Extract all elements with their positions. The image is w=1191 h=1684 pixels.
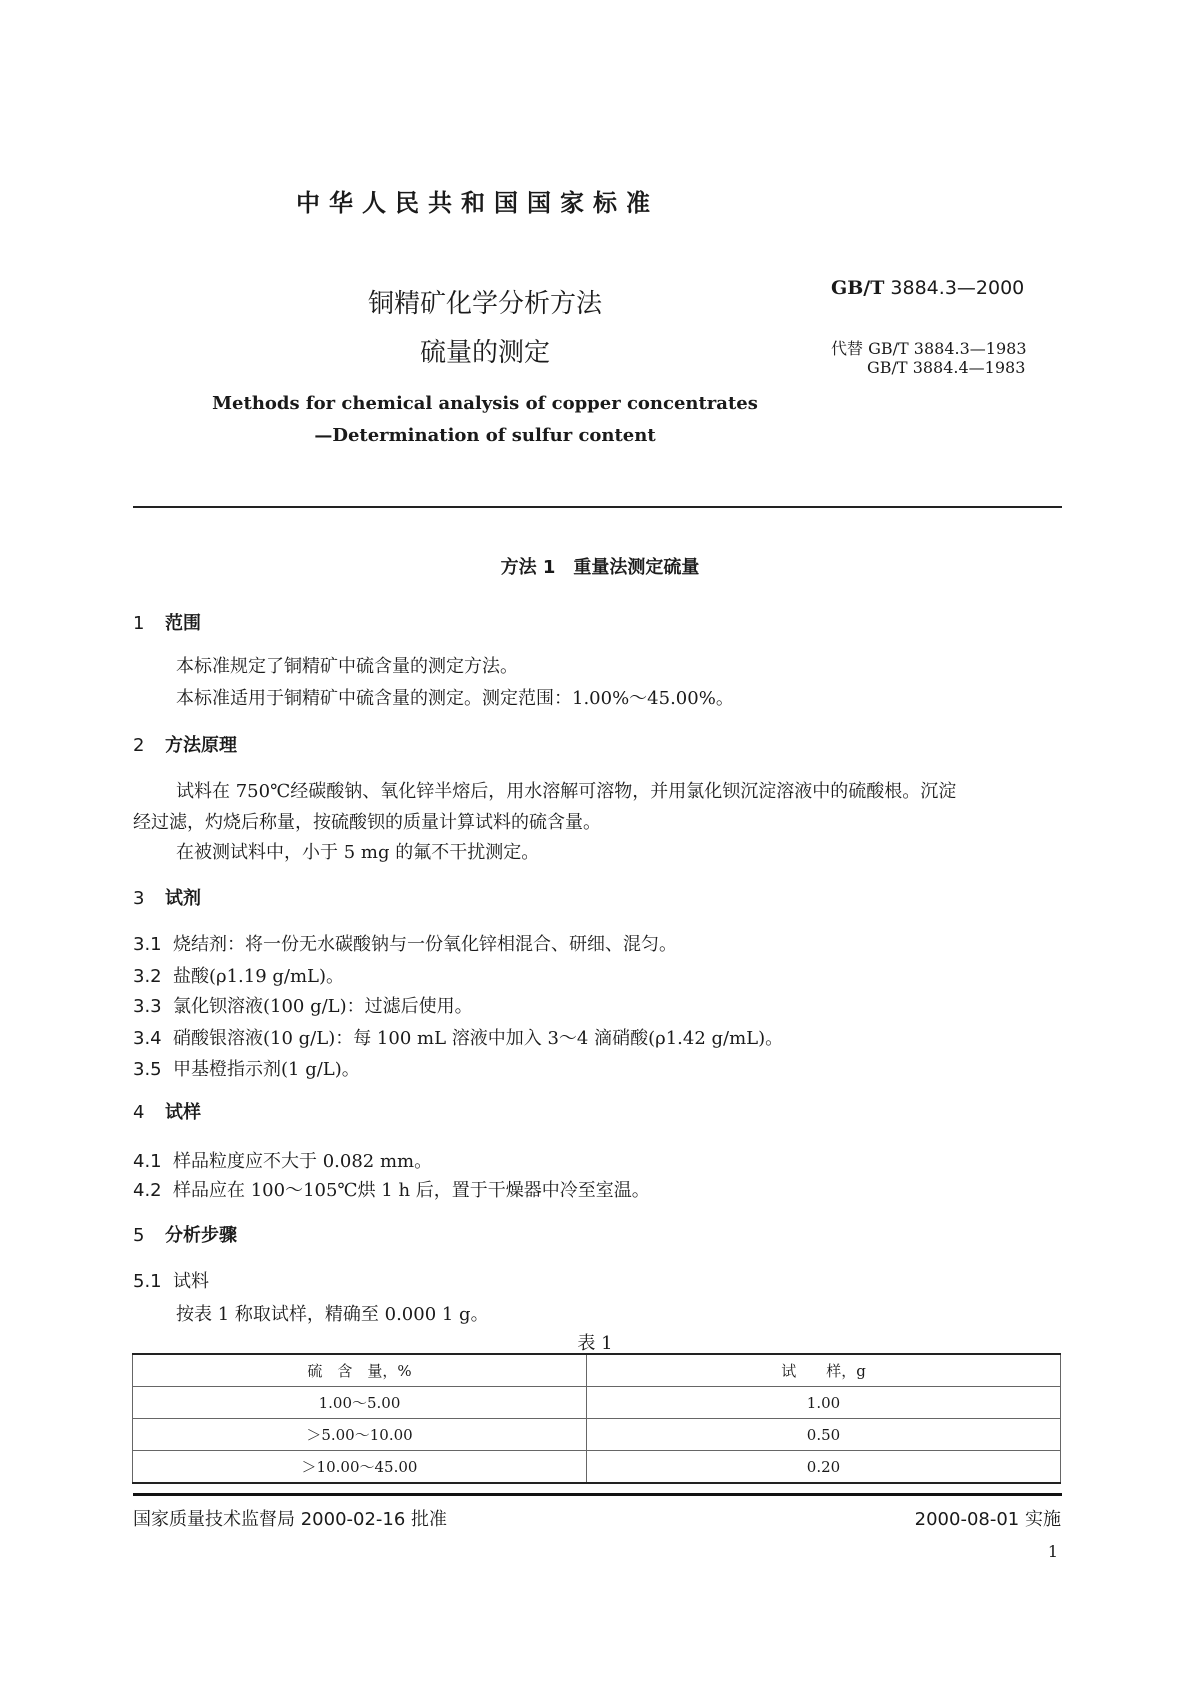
replaces-block xyxy=(831,339,1027,377)
table-row xyxy=(133,1451,1061,1484)
title-en-line2: —Determination of sulfur content xyxy=(314,425,656,446)
table-row xyxy=(133,1387,1061,1419)
replaces-item: GB/T 3884.4—1983 xyxy=(867,358,1026,377)
section-2-p1-line1: 试料在 750℃经碳酸钠、氧化锌半熔后，用水溶解可溶物，并用氯化钡沉淀溶液中的硫酸根。沉淀 xyxy=(176,781,957,802)
table-header-row xyxy=(133,1354,1061,1387)
reagent-item: 3.4 硝酸银溶液(10 g/L)：每 100 mL 溶液中加入 3～4 滴硝酸(ρ1.42 g/mL)。 xyxy=(133,1028,784,1049)
sample-mass-table xyxy=(132,1353,1061,1484)
replaces-label: 代替 xyxy=(831,339,864,358)
reagent-item: 3.2 盐酸(ρ1.19 g/mL)。 xyxy=(133,966,345,987)
table-cell: 0.50 xyxy=(587,1419,1061,1451)
sample-item: 4.1 样品粒度应不大于 0.082 mm。 xyxy=(133,1151,433,1172)
title-cn-line2: 硫量的测定 xyxy=(419,338,550,368)
reagent-item: 3.5 甲基橙指示剂(1 g/L)。 xyxy=(133,1059,360,1080)
table-header-cell: 硫 含 量，% xyxy=(133,1354,587,1387)
standard-code: 3884.3—2000 xyxy=(890,277,1025,299)
section-2-p2: 在被测试料中，小于 5 mg 的氟不干扰测定。 xyxy=(176,842,540,863)
approval-text: 国家质量技术监督局 2000-02-16 批准 xyxy=(133,1509,448,1530)
method-title: 方法 1 重量法测定硫量 xyxy=(500,557,700,578)
header-rule xyxy=(133,506,1062,508)
footer-rule xyxy=(133,1493,1062,1496)
section-1-p1: 本标准规定了铜精矿中硫含量的测定方法。 xyxy=(176,656,518,677)
table-row xyxy=(133,1419,1061,1451)
table-caption: 表 1 xyxy=(577,1333,613,1354)
reagent-item: 3.3 氯化钡溶液(100 g/L)：过滤后使用。 xyxy=(133,996,473,1017)
section-2-heading: 2 方法原理 xyxy=(133,735,237,756)
section-3-heading: 3 试剂 xyxy=(133,888,201,909)
standard-prefix: GB/T xyxy=(831,277,885,299)
title-cn-line1: 铜精矿化学分析方法 xyxy=(367,289,602,319)
section-5-1-heading: 5.1 试料 xyxy=(133,1271,209,1292)
replaces-item: GB/T 3884.3—1983 xyxy=(868,339,1027,358)
page-number: 1 xyxy=(1047,1542,1058,1561)
table-cell: 1.00 xyxy=(587,1387,1061,1419)
table-cell: ＞5.00～10.00 xyxy=(133,1419,587,1451)
reagent-item: 3.1 烧结剂：将一份无水碳酸钠与一份氧化锌相混合、研细、混匀。 xyxy=(133,934,677,955)
section-1-heading: 1 范围 xyxy=(133,613,201,634)
table-cell: ＞10.00～45.00 xyxy=(133,1451,587,1484)
section-2-p1-line2: 经过滤，灼烧后称量，按硫酸钡的质量计算试料的硫含量。 xyxy=(133,812,601,833)
section-5-1-p1: 按表 1 称取试样，精确至 0.000 1 g。 xyxy=(176,1304,489,1325)
effective-date: 2000-08-01 实施 xyxy=(914,1509,1061,1530)
table-cell: 1.00～5.00 xyxy=(133,1387,587,1419)
national-standard-heading: 中华人民共和国国家标准 xyxy=(296,189,659,217)
title-en-line1: Methods for chemical analysis of copper concentrates xyxy=(212,393,758,414)
section-1-p2: 本标准适用于铜精矿中硫含量的测定。测定范围：1.00%～45.00%。 xyxy=(176,688,734,709)
table-cell: 0.20 xyxy=(587,1451,1061,1484)
standard-number xyxy=(831,277,1024,299)
sample-item: 4.2 样品应在 100～105℃烘 1 h 后，置于干燥器中冷至室温。 xyxy=(133,1180,650,1201)
section-4-heading: 4 试样 xyxy=(133,1102,201,1123)
section-5-heading: 5 分析步骤 xyxy=(133,1225,237,1246)
table-header-cell: 试 样，g xyxy=(587,1354,1061,1387)
